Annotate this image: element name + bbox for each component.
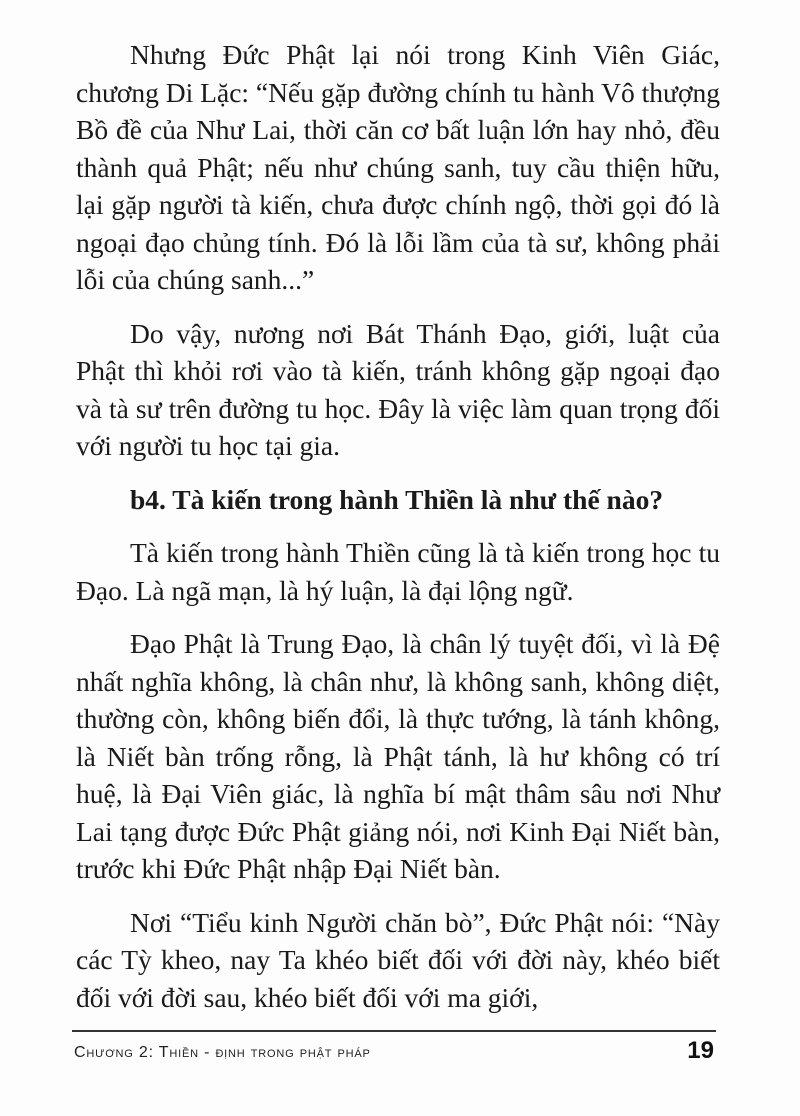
paragraph-vien-giac-quote: Nhưng Đức Phật lại nói trong Kinh Viên Giác, chương Di Lặc: “Nếu gặp đường chính tu hành Vô thượng Bồ đề của Như Lai, thời căn cơ bất luận lớn hay nhỏ, đều thành quả Phật; nếu như chúng sanh, tuy cầu thiện hữu, lại gặp người tà kiến, chưa được chính ngộ, thời gọi đó là ngoại đạo chủng tính. Đó là lỗi lầm của tà sư, không phải lỗi của chúng sanh...” (76, 39, 720, 295)
page-body (76, 36, 720, 1016)
paragraph-trung-dao: Đạo Phật là Trung Đạo, là chân lý tuyệt đối, vì là Đệ nhất nghĩa không, là chân như, là không sanh, không diệt, thường còn, không biến đổi, là thực tướng, là tánh không, là Niết bàn trống rỗng, là Phật tánh, là hư không có trí huệ, là Đại Viên giác, là nghĩa bí mật thâm sâu nơi Như Lai tạng được Đức Phật giảng nói, nơi Kinh Đại Niết bàn, trước khi Đức Phật nhập Đại Niết bàn. (76, 628, 720, 884)
paragraph-ta-kien-thien: Tà kiến trong hành Thiền cũng là tà kiến trong học tu Đạo. Là ngã mạn, là hý luận, là đại lộng ngữ. (76, 537, 720, 606)
paragraph-bat-thanh-dao: Do vậy, nương nơi Bát Thánh Đạo, giới, luật của Phật thì khỏi rơi vào tà kiến, tránh không gặp ngoại đạo và tà sư trên đường tu học. Đây là việc làm quan trọng đối với người tu học tại gia. (76, 317, 720, 461)
running-head: Chương 2: Thiền - định trong phật pháp (74, 1044, 371, 1061)
page-number: 19 (687, 1037, 714, 1064)
paragraph-tieu-kinh: Nơi “Tiểu kinh Người chăn bò”, Đức Phật nói: “Này các Tỳ kheo, nay Ta khéo biết đối với đời này, khéo biết đối với đời sau, khéo biết đối với ma giới, (76, 906, 720, 1013)
section-heading-b4: b4. Tà kiến trong hành Thiền là như thế nào? (130, 483, 664, 515)
footer-rule (72, 1030, 716, 1032)
